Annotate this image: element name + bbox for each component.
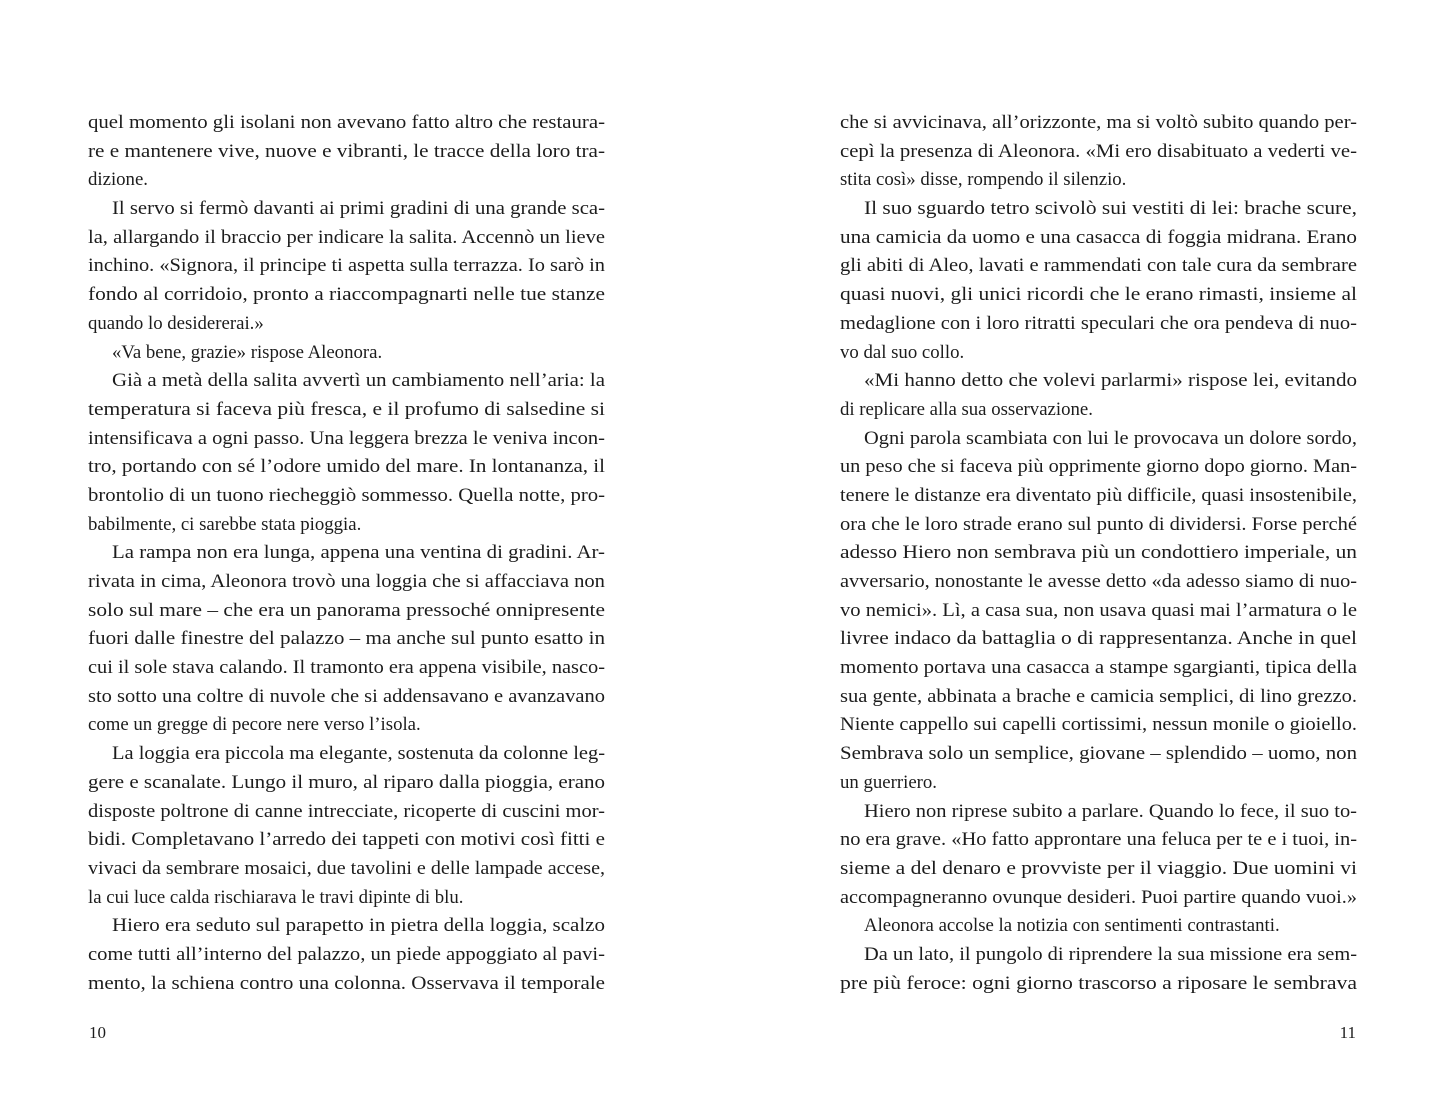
text-line: accompagneranno ovunque desideri. Puoi partire quando vuoi.»: [840, 886, 1357, 908]
text-line: Il servo si fermò davanti ai primi gradini di una grande sca-: [112, 198, 606, 220]
text-line: medaglione con i loro ritratti speculari che ora pendeva di nuo-: [840, 312, 1358, 334]
text-line: mento, la schiena contro una colonna. Osservava il temporale: [88, 972, 606, 994]
page-number-right: 11: [1339, 1023, 1356, 1042]
page-left-text: [88, 109, 605, 998]
text-line: La loggia era piccola ma elegante, sostenuta da colonne leg-: [112, 743, 606, 765]
page-right: [840, 109, 1357, 1049]
text-line: momento portava una casacca a stampe sgargianti, tipica della: [840, 657, 1357, 679]
text-line: babilmente, ci sarebbe stata pioggia.: [88, 513, 362, 535]
text-line: fondo al corridoio, pronto a riaccompagnarti nelle tue stanze: [88, 284, 606, 306]
text-line: quasi nuovi, gli unici ricordi che le erano rimasti, insieme al: [840, 284, 1357, 306]
text-line: come un gregge di pecore nere verso l’isola.: [88, 714, 421, 736]
text-line: temperatura si faceva più fresca, e il profumo di salsedine si: [88, 398, 606, 420]
text-line: avversario, nonostante le avesse detto «da adesso siamo di nuo-: [840, 571, 1358, 592]
text-line: la cui luce calda rischiarava le travi dipinte di blu.: [88, 886, 464, 908]
text-line: quando lo desidererai.»: [88, 312, 264, 334]
text-line: re e mantenere vive, nuove e vibranti, le tracce della loro tra-: [88, 140, 606, 162]
text-line: Il suo sguardo tetro scivolò sui vestiti di lei: brache scure,: [864, 198, 1357, 220]
text-line: cui il sole stava calando. Il tramonto era appena visibile, nasco-: [88, 657, 605, 679]
text-line: Hiero era seduto sul parapetto in pietra della loggia, scalzo: [112, 915, 606, 937]
text-line: intensificava a ogni passo. Una leggera brezza le veniva incon-: [88, 427, 605, 449]
text-line: di replicare alla sua osservazione.: [840, 398, 1093, 420]
text-line: che si avvicinava, all’orizzonte, ma si voltò subito quando per-: [840, 112, 1357, 133]
text-line: dizione.: [88, 169, 148, 191]
text-line: fuori dalle finestre del palazzo – ma anche sul punto esatto in: [88, 628, 606, 650]
text-line: brontolio di un tuono riecheggiò sommesso. Quella notte, pro-: [88, 484, 605, 506]
text-line: tro, portando con sé l’odore umido del mare. In lontananza, il: [88, 456, 605, 478]
text-line: La rampa non era lunga, appena una ventina di gradini. Ar-: [112, 542, 606, 564]
text-line: Hiero non riprese subito a parlare. Quando lo fece, il suo to-: [864, 800, 1358, 822]
text-line: un peso che si faceva più opprimente giorno dopo giorno. Man-: [840, 456, 1358, 478]
text-line: bidi. Completavano l’arredo dei tappeti con motivi così fitti e: [88, 829, 606, 851]
text-line: quel momento gli isolani non avevano fatto altro che restaura-: [88, 112, 606, 133]
text-line: Niente cappello sui capelli cortissimi, nessun monile o gioiello.: [840, 714, 1357, 736]
text-line: inchino. «Signora, il principe ti aspetta sulla terrazza. Io sarò in: [88, 255, 605, 277]
text-line: no era grave. «Ho fatto approntare una feluca per te e i tuoi, in-: [840, 829, 1358, 851]
text-line: un guerriero.: [840, 771, 937, 793]
text-line: gere e scanalate. Lungo il muro, al riparo dalla pioggia, erano: [88, 771, 606, 793]
text-line: pre più feroce: ogni giorno trascorso a riposare le sembrava: [840, 972, 1358, 994]
text-line: la, allargando il braccio per indicare la salita. Accennò un lieve: [88, 226, 606, 248]
text-line: gli abiti di Aleo, lavati e rammendati con tale cura da sembrare: [840, 255, 1357, 277]
page-number-left: 10: [89, 1023, 106, 1042]
text-line: come tutti all’interno del palazzo, un piede appoggiato al pavi-: [88, 943, 605, 965]
text-line: rivata in cima, Aleonora trovò una loggia che si affacciava non: [88, 571, 605, 592]
page-right-text: [840, 109, 1357, 998]
text-line: una camicia da uomo e una casacca di foggia midrana. Erano: [840, 226, 1357, 248]
text-line: tenere le distanze era diventato più difficile, quasi insostenibile,: [840, 484, 1357, 506]
text-line: cepì la presenza di Aleonora. «Mi ero disabituato a vederti ve-: [840, 140, 1358, 162]
text-line: Già a metà della salita avvertì un cambiamento nell’aria: la: [112, 370, 605, 392]
text-line: stita così» disse, rompendo il silenzio.: [840, 169, 1127, 191]
text-line: disposte poltrone di canne intrecciate, ricoperte di cuscini mor-: [88, 800, 605, 822]
page-left: [88, 109, 605, 1049]
text-line: sto sotto una coltre di nuvole che si addensavano e avanzavano: [88, 685, 605, 707]
text-line: solo sul mare – che era un panorama pressoché onnipresente: [88, 599, 605, 621]
text-line: Aleonora accolse la notizia con sentimenti contrastanti.: [864, 915, 1280, 937]
text-line: sua gente, abbinata a brache e camicia semplici, di lino grezzo.: [840, 685, 1358, 707]
text-line: adesso Hiero non sembrava più un condottiero imperiale, un: [840, 542, 1358, 564]
text-line: «Va bene, grazie» rispose Aleonora.: [112, 341, 383, 363]
text-line: vo nemici». Lì, a casa sua, non usava quasi mai l’armatura o le: [840, 599, 1358, 621]
text-line: Sembrava solo un semplice, giovane – splendido – uomo, non: [840, 743, 1358, 765]
text-line: vivaci da sembrare mosaici, due tavolini e delle lampade accese,: [88, 857, 606, 879]
text-line: sieme a del denaro e provviste per il viaggio. Due uomini vi: [840, 857, 1358, 879]
text-line: Ogni parola scambiata con lui le provocava un dolore sordo,: [864, 427, 1357, 449]
text-line: ora che le loro strade erano sul punto di dividersi. Forse perché: [840, 513, 1357, 535]
text-line: livree indaco da battaglia o di rappresentanza. Anche in quel: [840, 628, 1357, 650]
text-line: «Mi hanno detto che volevi parlarmi» rispose lei, evitando: [864, 370, 1358, 392]
text-line: vo dal suo collo.: [840, 341, 965, 363]
text-line: Da un lato, il pungolo di riprendere la sua missione era sem-: [864, 943, 1358, 965]
